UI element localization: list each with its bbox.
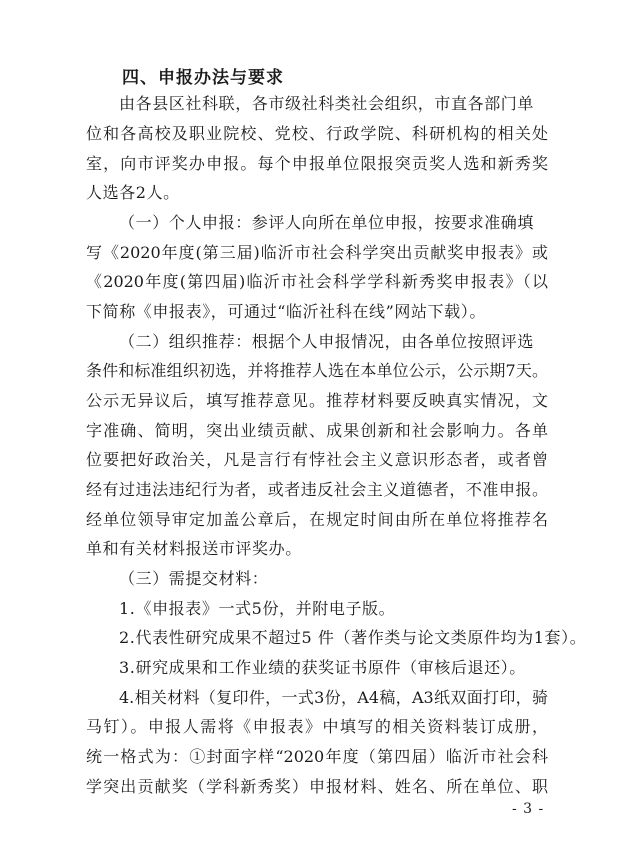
paragraph-line: （三）需提交材料： (119, 569, 269, 588)
paragraph-line: 字准确、简明，突出业绩贡献、成果创新和社会影响力。各单 (86, 421, 548, 440)
paragraph-line: 位要把好政治关，凡是言行有悖社会主义意识形态者，或者曾 (86, 450, 548, 469)
paragraph-line: 3.研究成果和工作业绩的获奖证书原件（审核后退还）。 (119, 658, 526, 677)
paragraph-line: 条件和标准组织初选，并将推荐人选在本单位公示，公示期7天。 (86, 361, 548, 380)
paragraph-line: 经有过违法违纪行为者，或者违反社会主义道德者，不准申报。 (86, 480, 548, 499)
paragraph-line: 下简称《申报表》，可通过“临沂社科在线”网站下载）。 (86, 302, 486, 321)
paragraph-line: 人选各2人。 (86, 183, 180, 202)
paragraph-line: 室，向市评奖办申报。每个申报单位限报突贡奖人选和新秀奖 (86, 154, 548, 173)
paragraph-line: 公示无异议后，填写推荐意见。推荐材料要反映真实情况，文 (86, 391, 548, 410)
paragraph-line: 统一格式为：①封面字样“2020年度（第四届）临沂市社会科 (86, 747, 548, 766)
paragraph-line: 学突出贡献奖（学科新秀奖）申报材料、姓名、所在单位、职 (86, 777, 548, 796)
paragraph-line: 由各县区社科联，各市级社科类社会组织，市直各部门单 (119, 94, 535, 113)
paragraph-line: 写《2020年度(第三届)临沂市社会科学突出贡献奖申报表》或 (86, 243, 548, 262)
paragraph-line: 《2020年度(第四届)临沂市社会科学学科新秀奖申报表》（以 (86, 272, 548, 291)
paragraph-line: 2.代表性研究成果不超过5 件（著作类与论文类原件均为1套）。 (119, 628, 587, 647)
page-number: - 3 - (512, 801, 545, 817)
paragraph-line: （二）组织推荐：根据个人申报情况，由各单位按照评选 (119, 332, 535, 351)
section-heading: 四、申报办法与要求 (122, 68, 284, 88)
paragraph-line: 1.《申报表》一式5份，并附电子版。 (119, 599, 396, 618)
paragraph-line: 单和有关材料报送市评奖办。 (86, 539, 302, 558)
paragraph-line: 经单位领导审定加盖公章后，在规定时间由所在单位将推荐名 (86, 510, 548, 529)
paragraph-line: 马钉）。申报人需将《申报表》中填写的相关资料装订成册， (86, 717, 548, 736)
paragraph-line: 位和各高校及职业院校、党校、行政学院、科研机构的相关处 (86, 124, 548, 143)
paragraph-line: 4.相关材料（复印件，一式3份，A4稿，A3纸双面打印，骑 (119, 688, 548, 707)
paragraph-line: （一）个人申报：参评人向所在单位申报，按要求准确填 (119, 213, 535, 232)
